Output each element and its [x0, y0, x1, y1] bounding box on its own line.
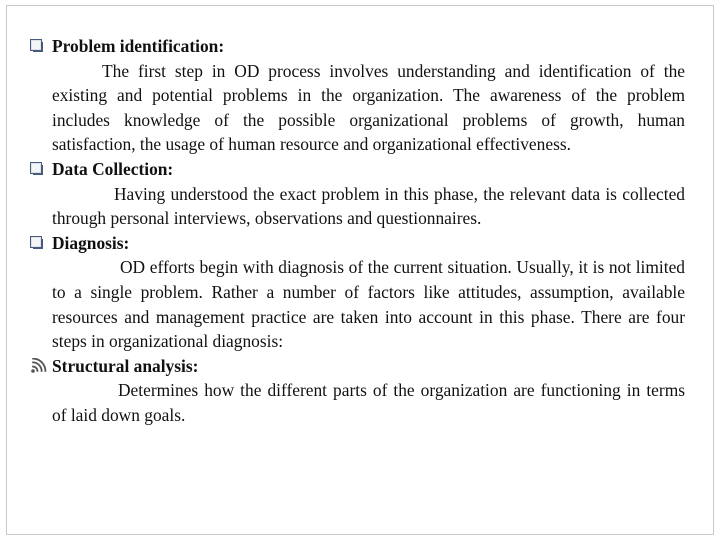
- section-diagnosis: [30, 231, 685, 256]
- section-body: The first step in OD process involves understanding and identification of the existing and potential problems in the organization. The awareness of the problem includes knowledge of the possible organizational problems of growth, human satisfaction, the usage of human resource and organizational effectiveness.: [52, 60, 685, 155]
- section-body: OD efforts begin with diagnosis of the current situation. Usually, it is not limited to a single problem. Rather a number of factors like attitudes, assumption, available resources and management practice are taken into account in this phase. There are four steps in organizational diagnosis:: [52, 257, 685, 352]
- section-heading: Diagnosis:: [52, 232, 130, 253]
- section-heading: Problem identification:: [52, 36, 225, 56]
- section-heading: Data Collection:: [52, 158, 174, 179]
- section-heading: Structural analysis:: [52, 355, 199, 376]
- section-data-collection: [30, 157, 685, 182]
- slide-content: [30, 34, 685, 428]
- square-bullet-icon: [30, 39, 43, 52]
- section-structural-analysis: [30, 354, 685, 379]
- signal-arcs-icon: [30, 358, 47, 374]
- section-problem-identification: [30, 34, 685, 59]
- section-body: Determines how the different parts of the organization are functioning in terms of laid down goals.: [52, 380, 685, 425]
- square-bullet-icon: [30, 162, 43, 175]
- square-bullet-icon: [30, 236, 43, 249]
- section-body: Having understood the exact problem in this phase, the relevant data is collected through personal interviews, observations and questionnaires.: [52, 183, 685, 229]
